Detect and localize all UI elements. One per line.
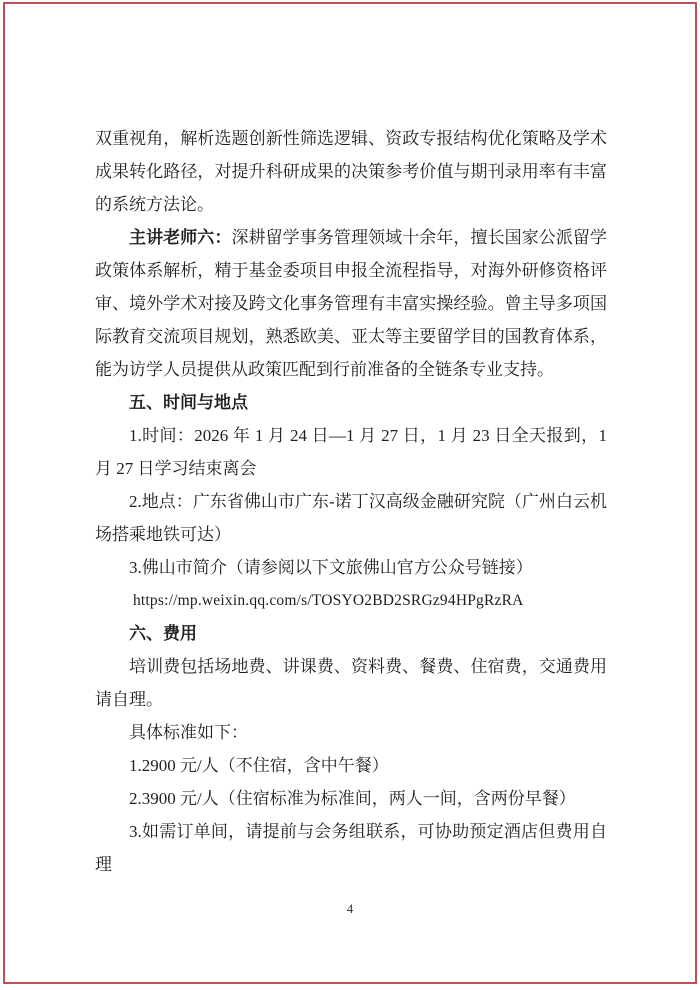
paragraph-teacher-six (95, 221, 607, 386)
paragraph-fee-coverage: 培训费包括场地费、讲课费、资料费、餐费、住宿费，交通费用请自理。 (95, 657, 607, 709)
weixin-url-text: https://mp.weixin.qq.com/s/TOSYO2BD2SRGz94HPgRzRA (132, 592, 524, 609)
page-number: 4 (346, 901, 354, 916)
paragraph-fee-option-3: 3.如需订单间，请提前与会务组联系，可协助预定酒店但费用自理 (95, 822, 607, 874)
paragraph-location: 2.地点：广东省佛山市广东-诺丁汉高级金融研究院（广州白云机场搭乘地铁可达） (95, 492, 607, 544)
section-heading-time-location: 五、时间与地点 (129, 393, 248, 412)
section-heading-fees: 六、费用 (129, 624, 197, 643)
teacher-six-description: 深耕留学事务管理领域十余年，擅长国家公派留学政策体系解析，精于基金委项目申报全流程指导，对海外研修资格评审、境外学术对接及跨文化事务管理有丰富实操经验。曾主导多项国际教育交流项目规划，熟悉欧美、亚太等主要留学目的国教育体系，能为访学人员提供从政策匹配到行前准备的全链条专业支持。 (95, 228, 608, 379)
paragraph-fee-option-2: 2.3900 元/人（住宿标准为标准间，两人一间，含两份早餐） (129, 789, 576, 808)
document-content (95, 122, 607, 881)
paragraph-overview-continuation: 双重视角，解析选题创新性筛选逻辑、资政专报结构优化策略及学术成果转化路径，对提升科研成果的决策参考价值与期刊录用率有丰富的系统方法论。 (95, 129, 607, 214)
paragraph-time: 1.时间：2026 年 1 月 24 日—1 月 27 日，1 月 23 日全天报到，1 月 27 日学习结束离会 (95, 426, 607, 478)
teacher-six-label: 主讲老师六： (129, 228, 232, 247)
paragraph-fee-option-1: 1.2900 元/人（不住宿，含中午餐） (129, 756, 389, 775)
paragraph-city-intro: 3.佛山市简介（请参阅以下文旅佛山官方公众号链接） (129, 558, 533, 577)
paragraph-fee-standards-intro: 具体标准如下： (129, 723, 248, 742)
